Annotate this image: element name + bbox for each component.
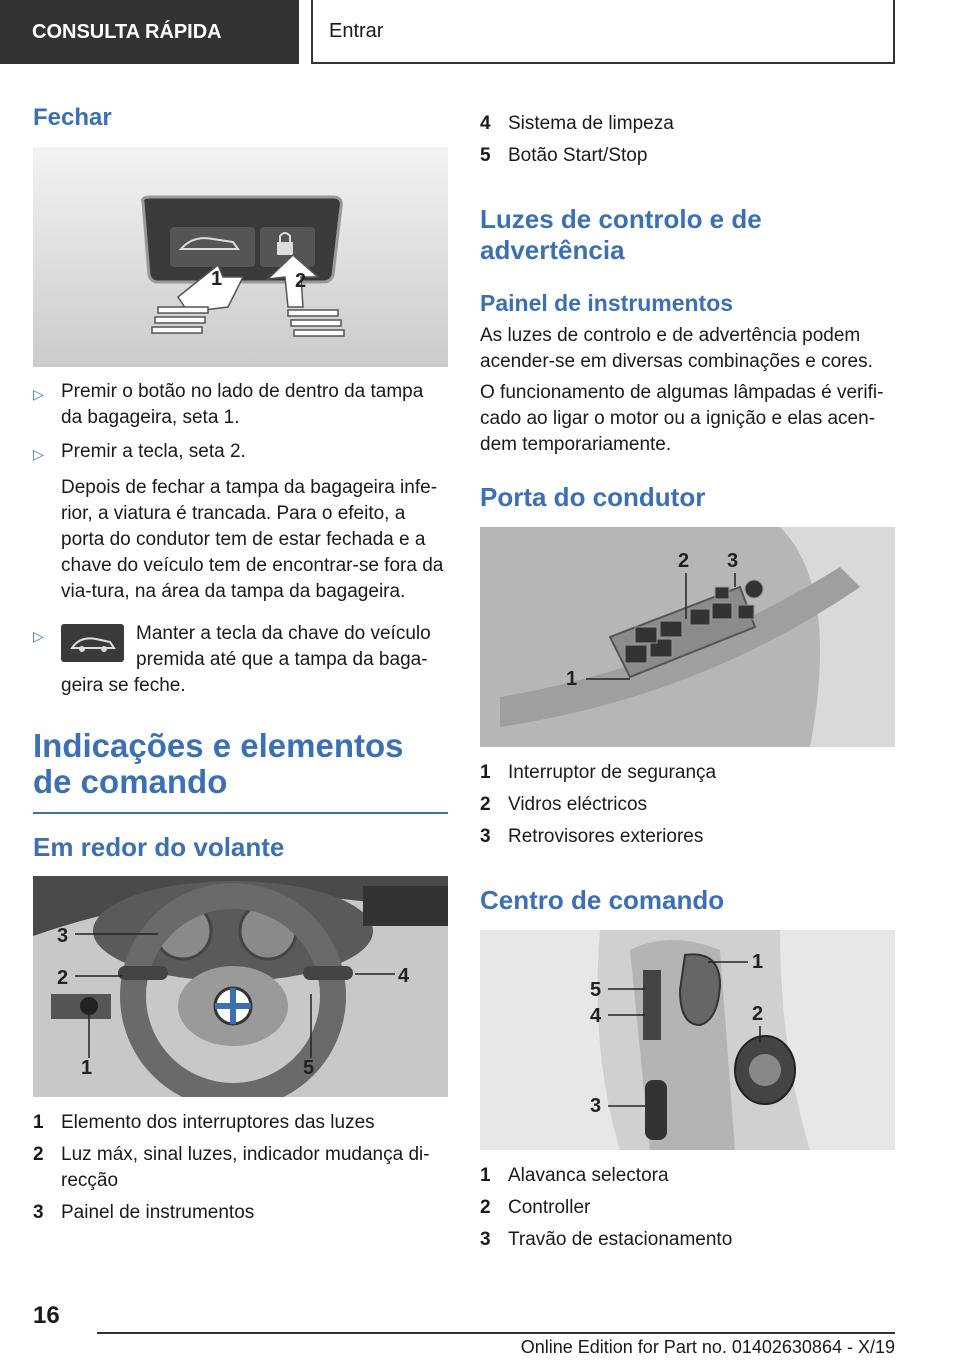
bullet-text: Premir o botão no lado de dentro da tampa da bagageira, seta 1. [61, 381, 424, 428]
item-text: Retrovisores exteriores [508, 826, 704, 847]
list-item [480, 1163, 895, 1189]
warning-lights-heading: Luzes de controlo e de advertência [480, 204, 762, 265]
fechar-heading: Fechar [33, 104, 112, 131]
chapter-tab [311, 0, 895, 64]
steering-label-3: 3 [57, 925, 69, 947]
item-text: Botão Start/Stop [508, 145, 648, 166]
triangle-bullet-icon: ▷ [33, 386, 44, 402]
list-item [480, 792, 895, 818]
tailgate-figure [33, 147, 448, 367]
section-title: CONSULTA RÁPIDA [32, 20, 222, 43]
paragraph: O funcionamento de algumas lâmpadas é verifi-cado ao ligar o motor ou a ignição e elas acen-dem temporariamente. [480, 382, 884, 455]
item-number: 2 [480, 1197, 491, 1218]
steering-label-1: 1 [81, 1057, 93, 1079]
steering-label-2: 2 [57, 967, 69, 989]
list-item [33, 1200, 448, 1226]
console-label-5: 5 [590, 979, 602, 1001]
item-number: 1 [480, 1165, 491, 1186]
item-number: 4 [480, 113, 491, 134]
instrument-panel-heading: Painel de instrumentos [480, 290, 734, 316]
bullet-item [33, 621, 448, 699]
section-tab [0, 0, 299, 64]
item-number: 2 [480, 794, 491, 815]
list-item [480, 143, 895, 169]
page-number: 16 [33, 1302, 60, 1329]
list-item [480, 1195, 895, 1221]
triangle-bullet-icon: ▷ [33, 628, 44, 644]
item-text: Controller [508, 1197, 591, 1218]
item-number: 1 [480, 762, 491, 783]
driver-door-heading: Porta do condutor [480, 482, 706, 512]
console-label-3: 3 [590, 1095, 602, 1117]
bullet-text: Premir a tecla, seta 2. [61, 441, 246, 462]
list-item [480, 760, 895, 786]
item-number: 2 [33, 1144, 44, 1165]
item-text: Sistema de limpeza [508, 113, 674, 134]
triangle-bullet-icon: ▷ [33, 446, 44, 462]
tailgate-label-2: 2 [295, 270, 307, 292]
door-label-1: 1 [566, 668, 578, 690]
list-item [33, 1110, 448, 1136]
console-label-4: 4 [590, 1005, 602, 1027]
section-heading: Indicações e elementos de comando [33, 728, 448, 814]
item-number: 1 [33, 1112, 44, 1133]
console-label-1: 1 [752, 951, 764, 973]
console-figure [480, 930, 895, 1150]
list-item [480, 1227, 895, 1253]
item-text: Interruptor de segurança [508, 762, 717, 783]
car-key-tailgate-icon [61, 624, 124, 662]
item-text: Elemento dos interruptores das luzes [61, 1112, 375, 1133]
tailgate-label-1: 1 [211, 268, 223, 290]
item-text: Painel de instrumentos [61, 1202, 255, 1223]
list-item [480, 111, 895, 137]
item-text: Travão de estacionamento [508, 1229, 733, 1250]
door-label-2: 2 [678, 550, 690, 572]
console-label-2: 2 [752, 1003, 764, 1025]
item-number: 3 [33, 1202, 44, 1223]
steering-figure [33, 876, 448, 1097]
list-item [480, 824, 895, 850]
footer-divider [97, 1332, 895, 1334]
item-text: Vidros eléctricos [508, 794, 648, 815]
steering-label-5: 5 [303, 1057, 315, 1079]
control-center-heading: Centro de comando [480, 885, 725, 915]
chapter-title: Entrar [329, 19, 384, 42]
item-number: 5 [480, 145, 491, 166]
item-text: Alavanca selectora [508, 1165, 669, 1186]
bullet-text: Manter a tecla da chave do veículo premida até que a tampa da baga-geira se feche. [61, 623, 431, 696]
steering-label-4: 4 [398, 965, 410, 987]
bullet-note: Depois de fechar a tampa da bagageira infe-rior, a viatura é trancada. Para o efeito, a porta do condutor tem de estar fechada e a chave do veículo tem de encontrar-se fora da via-tura, na área da tampa da bagageira. [61, 477, 444, 602]
door-label-3: 3 [727, 550, 739, 572]
bullet-item [33, 439, 448, 467]
bullet-item [33, 379, 448, 431]
door-figure [480, 527, 895, 747]
item-number: 3 [480, 1229, 491, 1250]
item-number: 3 [480, 826, 491, 847]
list-item [33, 1142, 448, 1194]
steering-heading: Em redor do volante [33, 832, 285, 862]
edition-note: Online Edition for Part no. 01402630864 - X/19 [520, 1337, 895, 1357]
item-text: Luz máx, sinal luzes, indicador mudança di-recção [61, 1144, 430, 1191]
paragraph: As luzes de controlo e de advertência podem acender-se em diversas combinações e cores. [480, 325, 873, 372]
